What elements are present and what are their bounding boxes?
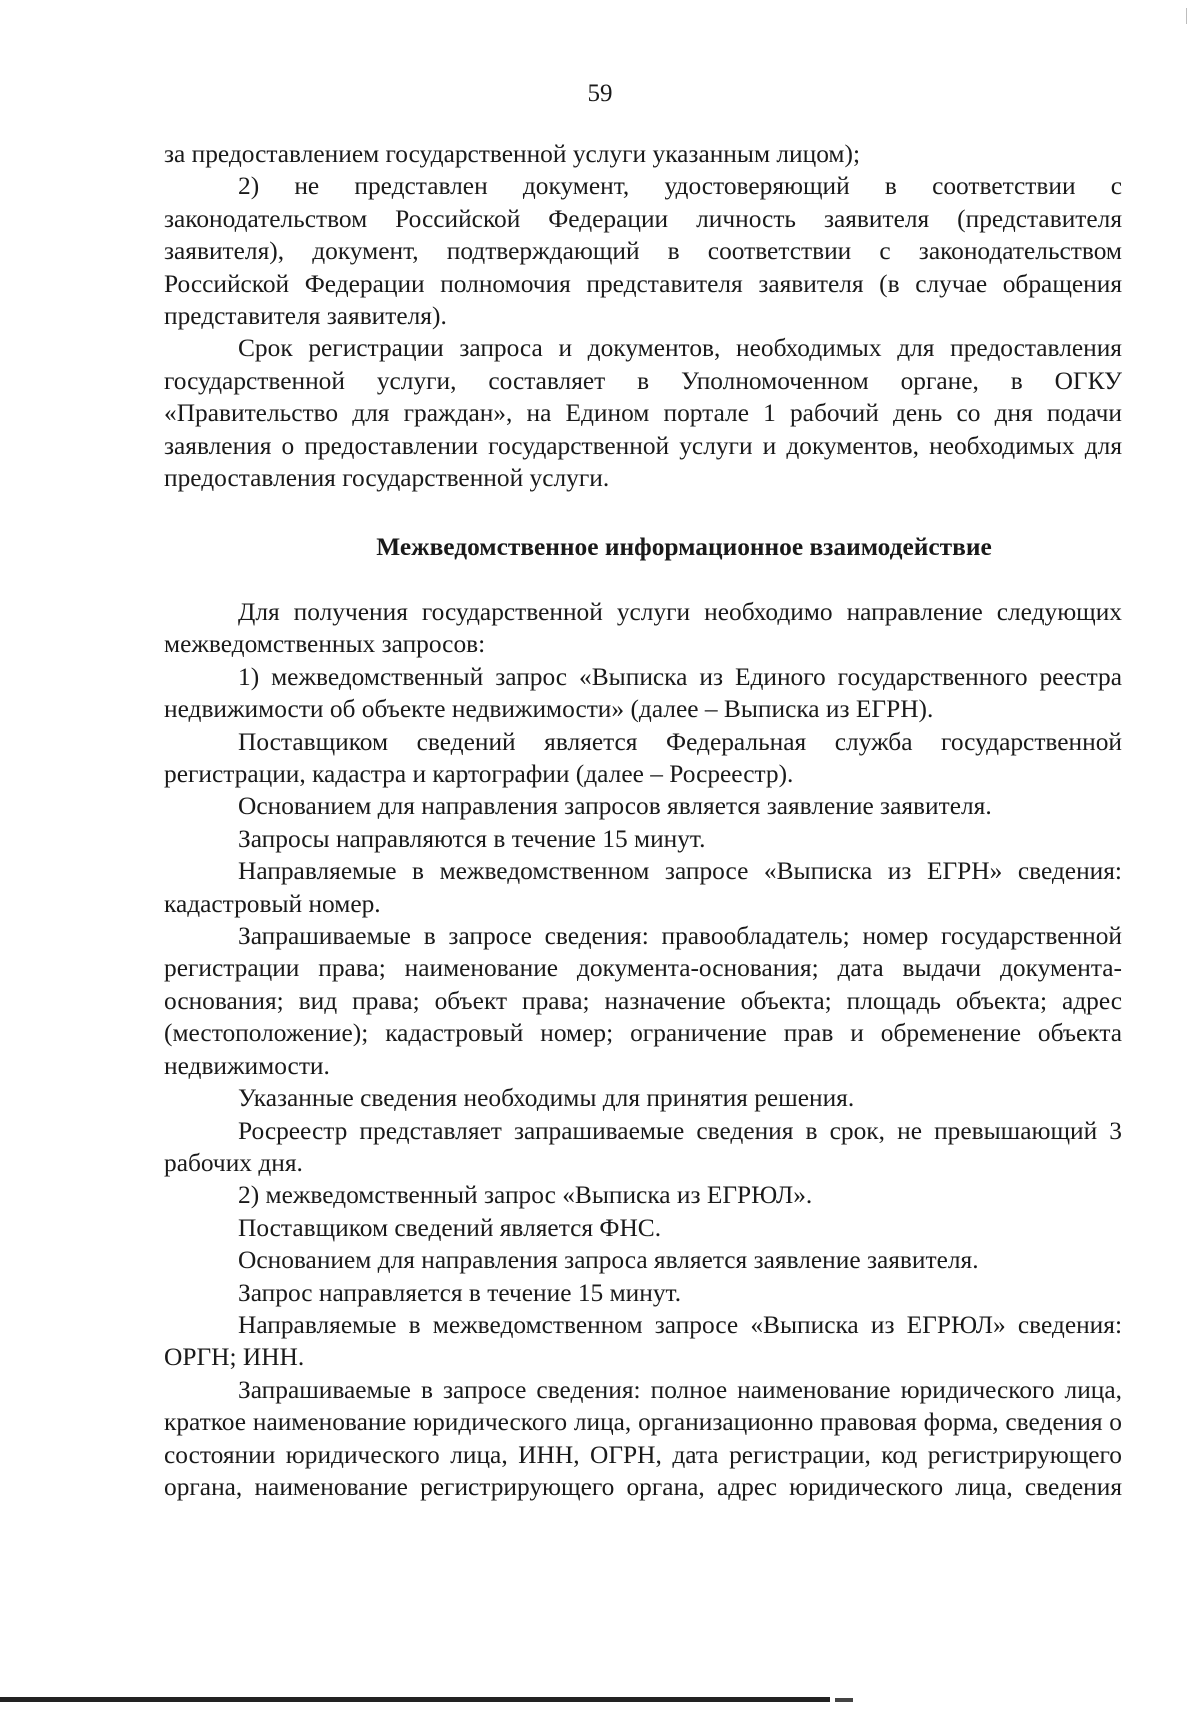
scan-bottom-rule xyxy=(0,1697,830,1702)
paragraph: Направляемые в межведомственном запросе «Выписка из ЕГРН» сведения: кадастровый номер. xyxy=(164,857,1122,918)
paragraph: Направляемые в межведомственном запросе «Выписка из ЕГРЮЛ» сведения: ОРГН; ИНН. xyxy=(164,1310,1122,1372)
paragraph: Поставщиком сведений является Федеральная служба государственной регистрации, кадастра и картографии (далее – Росреестр). xyxy=(164,727,1122,789)
paragraph: Основанием для направления запросов является заявление заявителя. xyxy=(238,792,992,821)
body-text-block xyxy=(164,596,1122,1503)
paragraph: Указанные сведения необходимы для принятия решения. xyxy=(238,1084,855,1113)
top-text-block xyxy=(164,138,1122,494)
paragraph: Основанием для направления запроса является заявление заявителя. xyxy=(238,1246,979,1275)
paragraph-item-2: 2) не представлен документ, удостоверяющий в соответствии с законодательством Российской Федерации личность заявителя (представителя заявителя), документ, подтверждающий в соответствии с законодательством Российской Федерации полномочия представителя заявителя (в случае обращения представителя заявителя). xyxy=(164,172,1122,331)
paragraph: 2) межведомственный запрос «Выписка из ЕГРЮЛ». xyxy=(238,1181,813,1210)
paragraph: Запросы направляются в течение 15 минут. xyxy=(238,824,706,853)
paragraph: Поставщиком сведений является ФНС. xyxy=(238,1213,662,1242)
paragraph: 1) межведомственный запрос «Выписка из Единого государственного реестра недвижимости об объекте недвижимости» (далее – Выписка из ЕГРН). xyxy=(164,662,1122,724)
page-number: 59 xyxy=(587,80,613,107)
paragraph: Для получения государственной услуги необходимо направление следующих межведомственных запросов: xyxy=(164,598,1122,659)
section-heading: Межведомственное информационное взаимодействие xyxy=(376,533,992,561)
paragraph: Запрос направляется в течение 15 минут. xyxy=(238,1278,682,1307)
paragraph-continuation: за предоставлением государственной услуги указанным лицом); xyxy=(164,140,860,168)
scan-bottom-rule-stub xyxy=(835,1698,853,1702)
scan-artifact-mark xyxy=(1186,8,1187,24)
paragraph-registration-term: Срок регистрации запроса и документов, необходимых для предоставления государственной услуги, составляет в Уполномоченном органе, в ОГКУ «Правительство для граждан», на Едином портале 1 рабочий день со дня подачи заявления о предоставлении государственной услуги и документов, необходимых для предоставления государственной услуги. xyxy=(164,334,1122,493)
paragraph: Запрашиваемые в запросе сведения: правообладатель; номер государственной регистрации права; наименование документа-основания; дата выдачи документа-основания; вид права; объект права; назначение объекта; площадь объекта; адрес (местоположение); кадастровый номер; ограничение прав и обременение объекта недвижимости. xyxy=(164,922,1122,1080)
paragraph-unfinished: Запрашиваемые в запросе сведения: полное наименование юридического лица, краткое наименование юридического лица, организационно правовая форма, сведения о состоянии юридического лица, ИНН, ОГРН, дата регистрации, код регистрирующего органа, наименование регистрирующего органа, адрес юридического лица, сведения xyxy=(164,1375,1122,1501)
paragraph: Росреестр представляет запрашиваемые сведения в срок, не превышающий 3 рабочих дня. xyxy=(164,1116,1122,1177)
